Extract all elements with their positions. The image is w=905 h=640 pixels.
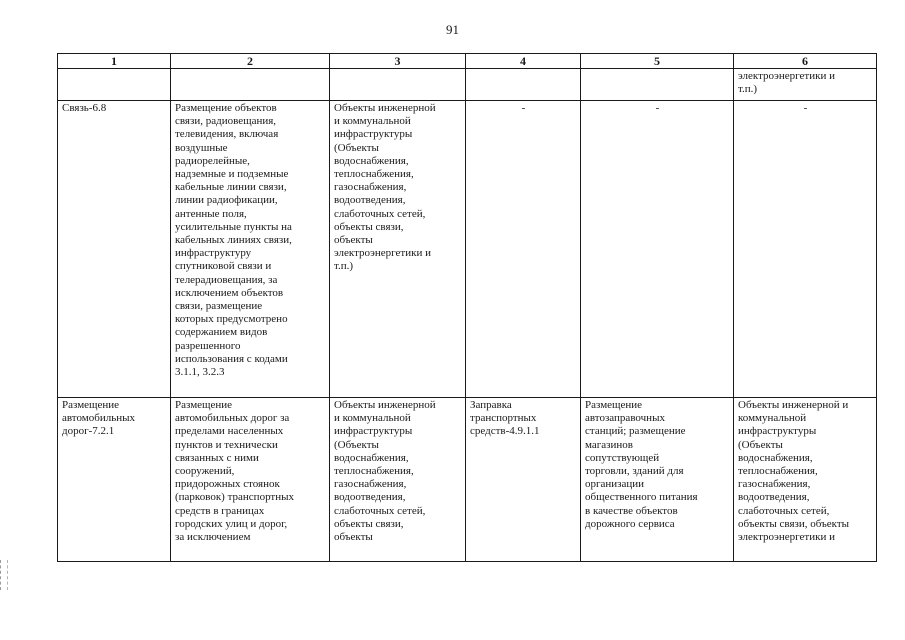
table-cell: Объекты инженерной и коммунальной инфраструктуры (Объекты водоснабжения, теплоснабжения, газоснабжения, водоотведения, слаботочных сетей, объекты связи, объекты электроэнергетики и т.п.) — [330, 101, 466, 398]
land-use-table — [57, 53, 877, 562]
column-header: 4 — [466, 54, 581, 69]
table-cell: - — [581, 101, 734, 398]
table-cell: Размещение автомобильных дорог за пределами населенных пунктов и технически связанных с ними сооружений, придорожных стоянок (парковок) транспортных средств в границах городских улиц и дорог, за исключением — [171, 398, 330, 562]
scan-edge-mark — [0, 560, 8, 590]
table-cell — [330, 69, 466, 101]
table-cell: - — [466, 101, 581, 398]
table-cell — [581, 69, 734, 101]
table-cell: Размещение объектов связи, радиовещания, телевидения, включая воздушные радиорелейные, надземные и подземные кабельные линии связи, линии радиофикации, антенные поля, усилительные пункты на кабельных линиях связи, инфраструктуру спутниковой связи и телерадиовещания, за исключением объектов связи, размещение которых предусмотрено содержанием видов разрешенного использования с кодами 3.1.1, 3.2.3 — [171, 101, 330, 398]
table-header-row — [58, 54, 877, 69]
table-cell — [466, 69, 581, 101]
column-header: 1 — [58, 54, 171, 69]
table-row — [58, 101, 877, 398]
table-cell: Размещение автомобильных дорог-7.2.1 — [58, 398, 171, 562]
table-cell — [171, 69, 330, 101]
table-cell: - — [734, 101, 877, 398]
page-number: 91 — [446, 22, 459, 37]
column-header: 3 — [330, 54, 466, 69]
table-cell: электроэнергетики и т.п.) — [734, 69, 877, 101]
table-cell: Связь-6.8 — [58, 101, 171, 398]
table-cell — [58, 69, 171, 101]
column-header: 6 — [734, 54, 877, 69]
table-row — [58, 69, 877, 101]
column-header: 5 — [581, 54, 734, 69]
column-header: 2 — [171, 54, 330, 69]
table-row — [58, 398, 877, 562]
table-cell: Размещение автозаправочных станций; размещение магазинов сопутствующей торговли, зданий для организации общественного питания в качестве объектов дорожного сервиса — [581, 398, 734, 562]
table-cell: Объекты инженерной и коммунальной инфраструктуры (Объекты водоснабжения, теплоснабжения, газоснабжения, водоотведения, слаботочных сетей, объекты связи, объекты электроэнергетики и — [734, 398, 877, 562]
table-cell: Заправка транспортных средств-4.9.1.1 — [466, 398, 581, 562]
table-cell: Объекты инженерной и коммунальной инфраструктуры (Объекты водоснабжения, теплоснабжения, газоснабжения, водоотведения, слаботочных сетей, объекты связи, объекты — [330, 398, 466, 562]
